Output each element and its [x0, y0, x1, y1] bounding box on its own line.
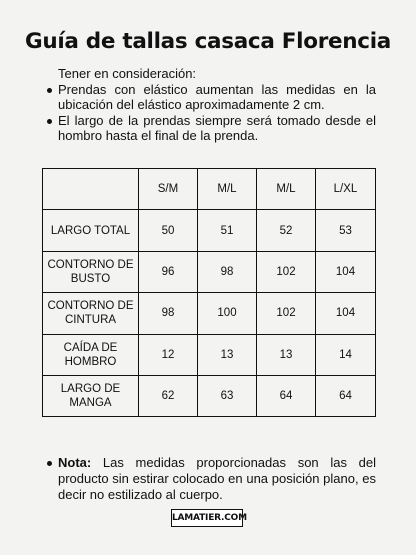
table-row: [43, 375, 376, 416]
measurement-value: 13: [198, 334, 257, 375]
size-column-header: L/XL: [316, 169, 376, 210]
size-column-header: M/L: [198, 169, 257, 210]
measurement-value: 52: [257, 210, 316, 251]
note-section: [46, 455, 376, 503]
measurement-value: 98: [139, 293, 198, 334]
measurement-value: 98: [198, 251, 257, 292]
measurement-value: 102: [257, 293, 316, 334]
measurement-value: 100: [198, 293, 257, 334]
measurement-label: CONTORNO DE CINTURA: [43, 293, 139, 334]
intro-bullet-elastic: Prendas con elástico aumentan las medidas en la ubicación del elástico aproximadamente 2 cm.: [46, 82, 376, 113]
note-item: [46, 455, 376, 503]
measurement-label: CAÍDA DE HOMBRO: [43, 334, 139, 375]
measurement-value: 50: [139, 210, 198, 251]
size-column-header: M/L: [257, 169, 316, 210]
measurement-value: 51: [198, 210, 257, 251]
size-column-header: S/M: [139, 169, 198, 210]
measurement-value: 14: [316, 334, 376, 375]
note-label: Nota:: [58, 455, 92, 470]
measurement-value: 96: [139, 251, 198, 292]
measurement-value: 53: [316, 210, 376, 251]
measurement-label: LARGO TOTAL: [43, 210, 139, 251]
measurement-label: LARGO DE MANGA: [43, 375, 139, 416]
table-row: [43, 210, 376, 251]
table-row: [43, 334, 376, 375]
measurement-value: 104: [316, 293, 376, 334]
size-header-row: [43, 169, 376, 210]
brand-logo: LAMATIER.COM: [171, 509, 243, 527]
measurement-value: 63: [198, 375, 257, 416]
note-text: Las medidas proporcionadas son las del producto sin estirar colocado en una posición plano, es decir no estilizado al cuerpo.: [58, 455, 376, 502]
measurement-value: 102: [257, 251, 316, 292]
measurement-value: 64: [257, 375, 316, 416]
intro-bullet-length: El largo de la prendas siempre será tomado desde el hombro hasta el final de la prenda.: [46, 113, 376, 144]
measurement-value: 104: [316, 251, 376, 292]
measurement-value: 12: [139, 334, 198, 375]
measurement-value: 62: [139, 375, 198, 416]
measurement-label: CONTORNO DE BUSTO: [43, 251, 139, 292]
intro-bullet-list: [46, 82, 376, 144]
note-bullet-list: [46, 455, 376, 503]
table-row: [43, 251, 376, 292]
measurement-value: 64: [316, 375, 376, 416]
page-title: Guía de tallas casaca Florencia: [24, 29, 392, 54]
measurement-value: 13: [257, 334, 316, 375]
intro-lead: Tener en consideración:: [58, 66, 197, 81]
table-corner-cell: [43, 169, 139, 210]
table-row: [43, 293, 376, 334]
size-table: [42, 168, 376, 417]
intro-section: [46, 66, 376, 144]
